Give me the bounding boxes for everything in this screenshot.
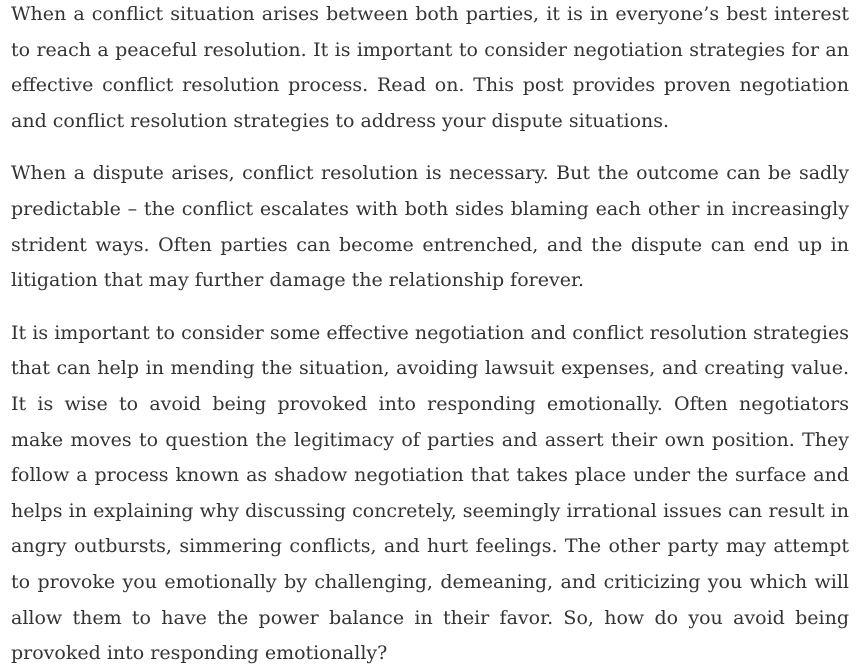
paragraph-intro: When a conflict situation arises between both parties, it is in everyone’s best interest to reach a peaceful resolution. It is important to consider negotiation strategies for an effective conflict resolution process. Read on. This post provides proven negotiation and conflict resolution strategies to address your dispute situations. bbox=[11, 3, 849, 132]
paragraph-strategies: It is important to consider some effective negotiation and conflict resolution strategies that can help in mending the situation, avoiding lawsuit expenses, and creating value. It is wise to avoid being provoked into responding emotionally. Often negotiators make moves to question the legitimacy of parties and assert their own position. They follow a process known as shadow negotiation that takes place under the surface and helps in explaining why discussing concretely, seemingly irrational issues can result in angry outbursts, simmering conflicts, and hurt feelings. The other party may attempt to provoke you emotionally by challenging, demeaning, and criticizing you which will allow them to have the power balance in their favor. So, how do you avoid being provoked into responding emotionally? bbox=[11, 321, 849, 665]
paragraph-dispute: When a dispute arises, conflict resolution is necessary. But the outcome can be sadly predictable – the conflict escalates with both sides blaming each other in increasingly strident ways. Often parties can become entrenched, and the dispute can end up in litigation that may further damage the relationship forever. bbox=[11, 162, 849, 292]
